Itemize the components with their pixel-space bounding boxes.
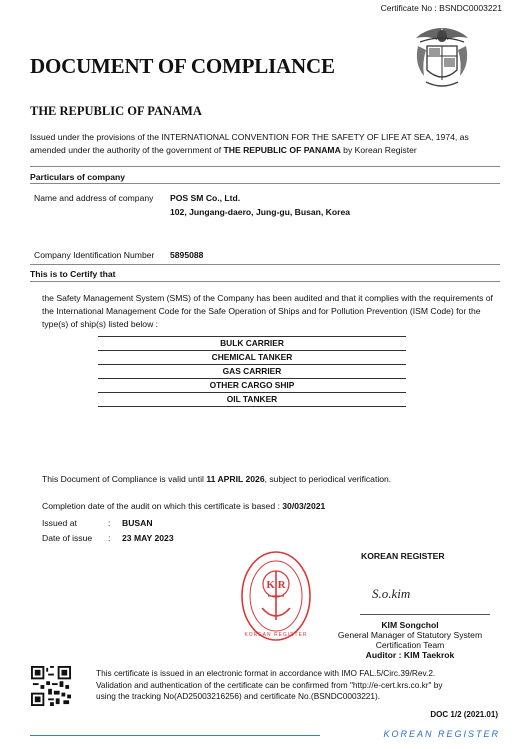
document-title: DOCUMENT OF COMPLIANCE [30, 54, 335, 78]
completion-statement [42, 501, 325, 511]
issuing-state: THE REPUBLIC OF PANAMA [30, 104, 202, 118]
electronic-certificate-note: This certificate is issued in an electronic format in accordance with IMO FAL.5/Circ.39/Rev.2. Validation and authentication of the certificate can be confirmed from "http://e-cert.krs.co.kr" by using the tracking No(AD25003216256) and certificate No.(BSNDC0003221). [96, 668, 443, 701]
issued-at-sep: : [108, 518, 111, 528]
seal-letters: K R [266, 579, 286, 591]
signatory-title-1: General Manager of Statutory System [337, 630, 483, 640]
ship-type: GAS CARRIER [98, 365, 406, 379]
company-id-label: Company Identification Number [34, 250, 155, 260]
completion-label: Completion date of the audit on which this certificate is based : [42, 501, 283, 511]
company-id: 5895088 [170, 250, 204, 260]
signatory-title-2: Certification Team [375, 640, 445, 650]
ship-type: BULK CARRIER [98, 336, 406, 351]
divider [30, 166, 500, 167]
ship-type: CHEMICAL TANKER [98, 351, 406, 365]
ship-type: OIL TANKER [98, 393, 406, 407]
issued-at-label: Issued at [42, 518, 77, 528]
divider [30, 183, 500, 184]
issued-at-value: BUSAN [122, 518, 153, 528]
ship-type: OTHER CARGO SHIP [98, 379, 406, 393]
issuance-text-1: Issued under the provisions of the INTERNATIONAL CONVENTION FOR THE SAFETY OF LIFE AT SEA, 1974, as amended under the authority of the government of [30, 132, 469, 155]
seal-ring-text: KOREAN REGISTER [244, 632, 308, 638]
footer-rule [30, 735, 320, 736]
signatory-organization: KOREAN REGISTER [361, 551, 445, 561]
certify-statement: the Safety Management System (SMS) of the Company has been audited and that it complies with the requirements of the International Management Code for the Safe Operation of Ships and for Pollution Prevention (ISM Code) for the type(s) of ship(s) listed below : [42, 293, 493, 329]
auditor: Auditor : KIM Taekrok [365, 650, 455, 660]
date-of-issue-sep: : [108, 533, 111, 543]
validity-statement [42, 474, 391, 484]
date-of-issue-label: Date of issue [42, 533, 93, 543]
signature: S.o.kim [372, 586, 411, 601]
signatory-name: KIM Songchol [381, 620, 439, 630]
document-reference: DOC 1/2 (2021.01) [430, 710, 498, 719]
company-name-label: Name and address of company [34, 193, 154, 203]
issuance-text-2: by Korean Register [340, 145, 417, 155]
issuance-state-bold: THE REPUBLIC OF PANAMA [223, 145, 341, 155]
footer-brand: KOREAN REGISTER [383, 729, 500, 739]
particulars-header: Particulars of company [30, 172, 126, 182]
signature-line [360, 614, 490, 615]
ship-types-list [98, 336, 406, 407]
validity-text-2: , subject to periodical verification. [264, 474, 392, 484]
panama-coat-of-arms-icon [412, 24, 472, 94]
completion-date: 30/03/2021 [282, 501, 326, 511]
company-name: POS SM Co., Ltd. [170, 193, 241, 203]
certificate-number: Certificate No : BSNDC0003221 [380, 3, 502, 13]
qr-code-icon [31, 666, 71, 706]
date-of-issue-value: 23 MAY 2023 [122, 533, 174, 543]
divider [30, 264, 500, 265]
certify-header: This is to Certify that [30, 269, 116, 279]
validity-date: 11 APRIL 2026 [206, 474, 265, 484]
korean-register-seal-icon [240, 550, 312, 642]
divider [30, 281, 500, 282]
issuance-statement [30, 131, 500, 157]
company-address: 102, Jungang-daero, Jung-gu, Busan, Korea [170, 207, 351, 217]
validity-text-1: This Document of Compliance is valid until [42, 474, 207, 484]
